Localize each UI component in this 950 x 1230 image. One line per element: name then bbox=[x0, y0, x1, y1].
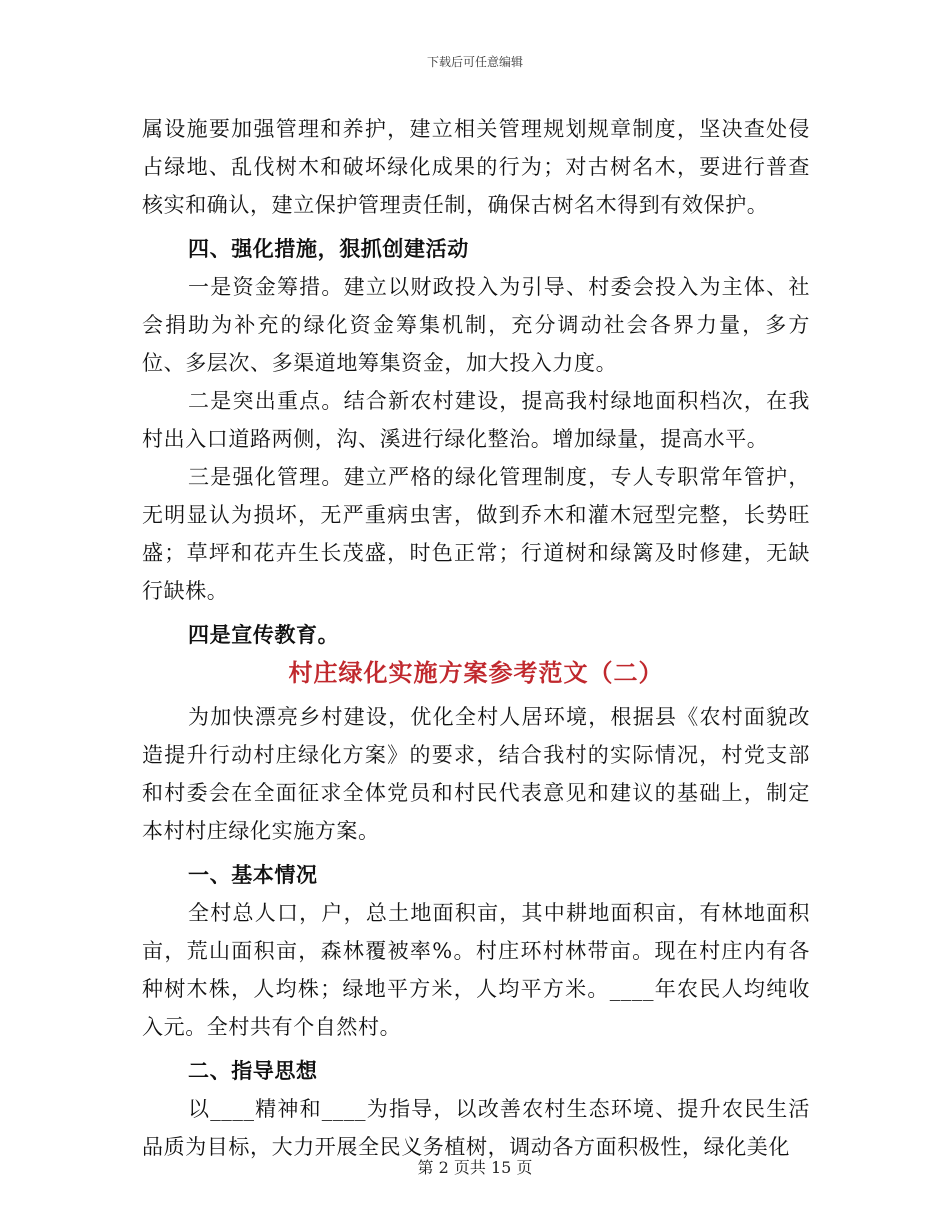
page-header: 下载后可任意编辑 bbox=[426, 55, 523, 69]
paragraph: 属设施要加强管理和养护，建立相关管理规划规章制度，坚决查处侵占绿地、乱伐树木和破坏绿化成果的行为；对古树名木，要进行普查核实和确认，建立保护管理责任制，确保古树名木得到有效保护。 bbox=[142, 117, 810, 217]
section-heading: 四是宣传教育。 bbox=[188, 622, 340, 647]
paragraph: 三是强化管理。建立严格的绿化管理制度，专人专职常年管护，无明显认为损坏，无严重病虫害，做到乔木和灌木冠型完整，长势旺盛；草坪和花卉生长茂盛，时色正常；行道树和绿篱及时修建，无缺行缺株。 bbox=[142, 465, 810, 603]
paragraph: 二是突出重点。结合新农村建设，提高我村绿地面积档次，在我村出入口道路两侧，沟、溪进行绿化整治。增加绿量，提高水平。 bbox=[142, 389, 810, 451]
paragraph: 全村总人口，户，总土地面积亩，其中耕地面积亩，有林地面积亩，荒山面积亩，森林覆被率%。村庄环村林带亩。现在村庄内有各种树木株，人均株；绿地平方米，人均平方米。____年农民人均纯收入元。全村共有个自然村。 bbox=[142, 901, 810, 1039]
paragraph: 一是资金筹措。建立以财政投入为引导、村委会投入为主体、社会捐助为补充的绿化资金筹集机制，充分调动社会各界力量，多方位、多层次、多渠道地筹集资金，加大投入力度。 bbox=[142, 275, 810, 375]
chapter-title: 村庄绿化实施方案参考范文（二） bbox=[288, 658, 664, 687]
document-body bbox=[142, 110, 810, 1166]
section-heading: 一、基本情况 bbox=[188, 862, 318, 887]
paragraph: 以____精神和____为指导，以改善农村生态环境、提升农民生活品质为目标，大力开展全民义务植树，调动各方面积极性，绿化美化 bbox=[142, 1097, 810, 1159]
paragraph: 为加快漂亮乡村建设，优化全村人居环境，根据县《农村面貌改造提升行动村庄绿化方案》的要求，结合我村的实际情况，村党支部和村委会在全面征求全体党员和村民代表意见和建议的基础上，制定本村村庄绿化实施方案。 bbox=[142, 705, 810, 843]
page-footer: 第 2 页共 15 页 bbox=[417, 1158, 533, 1177]
section-heading: 四、强化措施，狠抓创建活动 bbox=[188, 236, 469, 261]
section-heading: 二、指导思想 bbox=[188, 1058, 318, 1083]
